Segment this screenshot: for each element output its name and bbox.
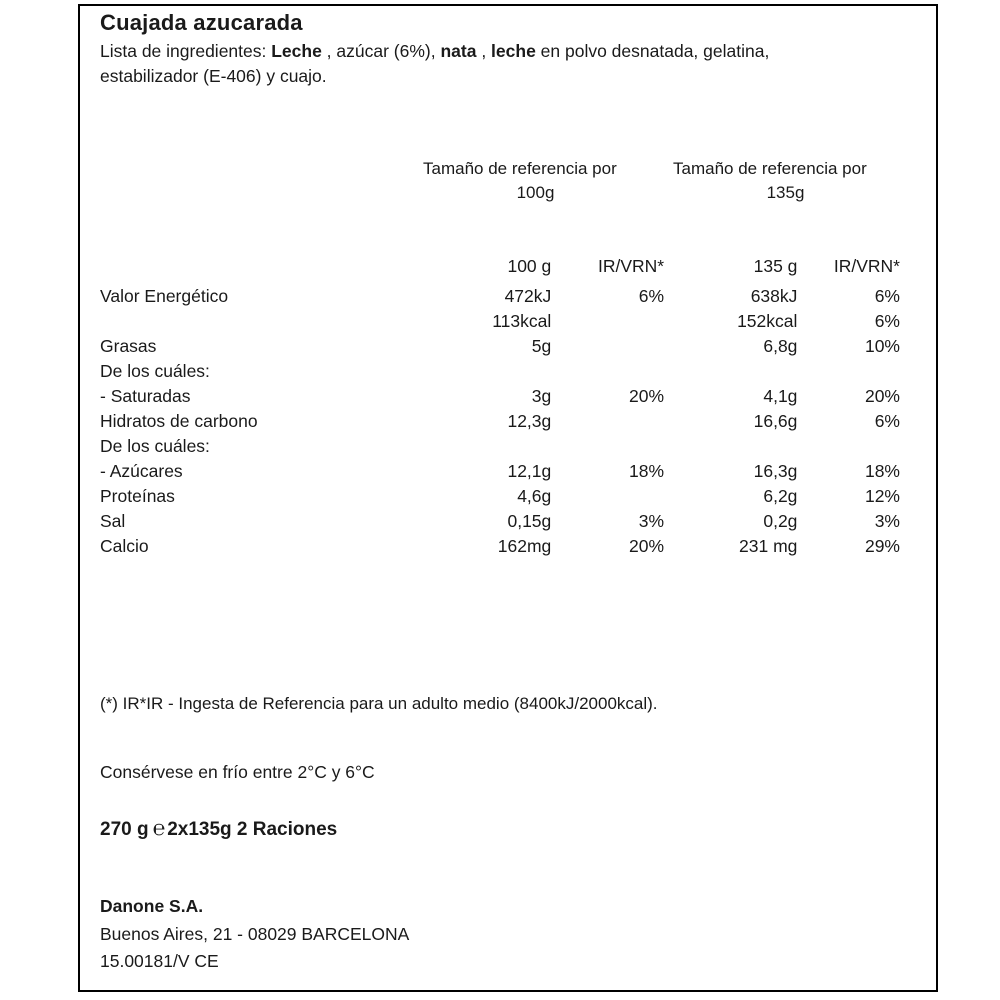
ingredients-text-1: , azúcar (6%), <box>321 41 441 61</box>
nutrient-value-135g: 152kcal <box>737 311 798 331</box>
nutrient-value-100g: 5g <box>531 336 552 356</box>
table-row <box>100 409 900 434</box>
ingredients-text-3: en polvo desnatada, gelatina, estabilizador (E-406) y cuajo. <box>100 41 770 86</box>
nutrient-value-100g: 4,6g <box>517 486 552 506</box>
nutrient-value-100g: 113kcal <box>492 311 552 331</box>
ingredients-prefix: Lista de ingredientes: <box>100 41 272 61</box>
nutrient-value-100g: 162mg <box>497 536 552 556</box>
estimated-sign-icon: ℮ <box>152 817 166 840</box>
manufacturer-block <box>100 896 409 975</box>
nutrient-percent-100g <box>551 359 664 384</box>
nutrition-table-body <box>100 254 900 559</box>
nutrition-header-name <box>100 254 413 284</box>
ingredient-leche: Leche <box>271 41 322 61</box>
nutrient-value-135g: 6,2g <box>763 486 798 506</box>
nutrient-value-100g <box>413 359 551 384</box>
nutrient-percent-100g: 3% <box>638 511 665 531</box>
table-row <box>100 459 900 484</box>
reference-size-100g-line2: 100g <box>516 183 555 202</box>
page-title: Cuajada azucarada <box>100 10 303 35</box>
nutrient-percent-135g: 6% <box>874 286 900 306</box>
nutrient-name: Sal <box>100 511 126 531</box>
nutrient-value-135g <box>664 434 797 459</box>
nutrition-header-row <box>100 254 900 284</box>
table-row <box>100 384 900 409</box>
reference-size-100g-line1: Tamaño de referencia por <box>423 159 617 178</box>
table-row <box>100 434 900 459</box>
ingredient-leche-polvo: leche <box>491 41 536 61</box>
nutrient-percent-135g: 12% <box>864 486 900 506</box>
table-row <box>100 284 900 309</box>
nutrient-percent-135g: 18% <box>864 461 900 481</box>
storage-instructions: Consérvese en frío entre 2°C y 6°C <box>100 762 375 782</box>
table-row <box>100 534 900 559</box>
nutrient-value-100g: 3g <box>531 386 552 406</box>
nutrient-name: Grasas <box>100 336 157 356</box>
nutrient-percent-100g: 20% <box>629 536 665 556</box>
table-row <box>100 334 900 359</box>
label-content <box>100 4 920 992</box>
health-mark-code: 15.00181/V CE <box>100 951 219 971</box>
nutrition-header-percent-100g: IR/VRN* <box>597 256 665 276</box>
nutrition-header-percent-135g: IR/VRN* <box>833 256 900 276</box>
nutrient-value-135g: 638kJ <box>750 286 798 306</box>
ingredients-list <box>100 39 860 89</box>
nutrient-name: Calcio <box>100 536 149 556</box>
ingredient-nata: nata <box>440 41 477 61</box>
nutrient-name <box>100 309 413 334</box>
nutrient-percent-100g <box>551 309 664 334</box>
nutrient-name: - Azúcares <box>100 461 183 481</box>
nutrient-percent-100g: 20% <box>629 386 665 406</box>
net-weight-line <box>100 817 337 841</box>
nutrient-percent-100g <box>551 434 664 459</box>
table-row <box>100 309 900 334</box>
nutrient-value-135g <box>664 359 797 384</box>
nutrient-name: De los cuáles: <box>100 361 210 381</box>
net-weight: 270 g <box>100 819 149 840</box>
nutrition-table <box>100 254 900 559</box>
nutrient-value-135g: 231 mg <box>739 536 798 556</box>
nutrient-percent-135g: 10% <box>864 336 900 356</box>
nutrient-percent-100g: 6% <box>638 286 665 306</box>
reference-size-135g-line1: Tamaño de referencia por <box>673 159 867 178</box>
nutrient-percent-100g <box>551 334 664 359</box>
reference-size-135g-line2: 135g <box>766 183 805 202</box>
nutrient-name: Proteínas <box>100 486 175 506</box>
nutrient-value-135g: 16,3g <box>753 461 798 481</box>
nutrient-name: Hidratos de carbono <box>100 411 258 431</box>
nutrient-percent-100g <box>551 484 664 509</box>
company-address: Buenos Aires, 21 - 08029 BARCELONA <box>100 924 410 944</box>
nutrient-percent-135g: 6% <box>874 311 900 331</box>
nutrient-percent-135g <box>797 434 900 459</box>
nutrient-value-100g: 0,15g <box>507 511 552 531</box>
nutrient-name: Valor Energético <box>100 286 229 306</box>
nutrient-value-135g: 0,2g <box>763 511 798 531</box>
nutrient-percent-135g <box>797 359 900 384</box>
nutrient-value-100g: 472kJ <box>504 286 552 306</box>
nutrient-value-100g <box>413 434 551 459</box>
nutrient-percent-135g: 3% <box>874 511 900 531</box>
table-row <box>100 359 900 384</box>
nutrient-percent-100g: 18% <box>629 461 665 481</box>
ingredients-text-2: , <box>476 41 492 61</box>
reference-size-135g <box>673 157 923 205</box>
nutrient-name: De los cuáles: <box>100 436 210 456</box>
nutrition-header-value-135g: 135 g <box>753 256 798 276</box>
nutrient-name: - Saturadas <box>100 386 191 406</box>
company-name: Danone S.A. <box>100 896 204 916</box>
nutrient-percent-100g <box>551 409 664 434</box>
nutrient-percent-135g: 29% <box>864 536 900 556</box>
reference-intake-footnote: (*) IR*IR - Ingesta de Referencia para un adulto medio (8400kJ/2000kcal). <box>100 694 658 713</box>
nutrient-value-100g: 12,1g <box>507 461 552 481</box>
portion-format: 2x135g 2 Raciones <box>167 819 338 840</box>
nutrition-header-value-100g: 100 g <box>507 256 552 276</box>
nutrient-value-135g: 6,8g <box>763 336 798 356</box>
nutrient-percent-135g: 6% <box>874 411 900 431</box>
nutrient-value-135g: 16,6g <box>753 411 798 431</box>
table-row <box>100 509 900 534</box>
nutrient-value-135g: 4,1g <box>763 386 798 406</box>
reference-size-100g <box>423 157 673 205</box>
nutrient-value-100g: 12,3g <box>507 411 552 431</box>
table-row <box>100 484 900 509</box>
nutrient-percent-135g: 20% <box>864 386 900 406</box>
